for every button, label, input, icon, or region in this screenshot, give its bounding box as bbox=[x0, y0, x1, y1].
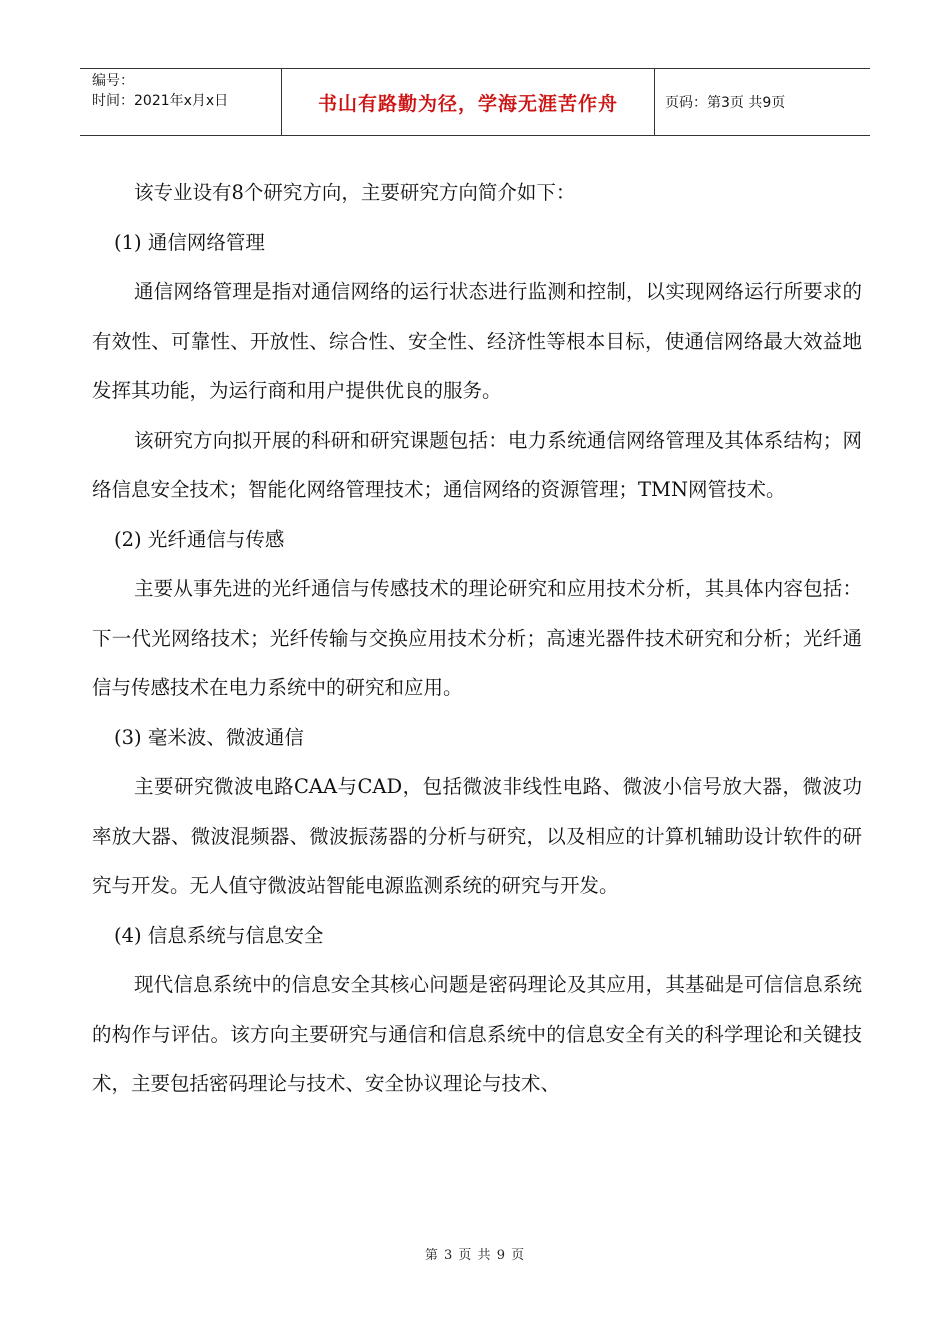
body-paragraph: 现代信息系统中的信息安全其核心问题是密码理论及其应用，其基础是可信信息系统的构作与评估。该方向主要研究与通信和信息系统中的信息安全有关的科学理论和关键技术，主要包括密码理论与技术、安全协议理论与技术、 bbox=[92, 973, 862, 1095]
section-heading-3: (3) 毫米波、微波通信 bbox=[114, 725, 304, 749]
header-page-code: 页码：第3页 共9页 bbox=[665, 95, 786, 111]
document-body bbox=[92, 168, 862, 1109]
document-number-label: 编号： bbox=[92, 73, 134, 89]
section-heading-4: (4) 信息系统与信息安全 bbox=[114, 923, 324, 947]
header-meta bbox=[80, 69, 282, 135]
body-paragraph: 主要研究微波电路CAA与CAD，包括微波非线性电路、微波小信号放大器，微波功率放大器、微波混频器、微波振荡器的分析与研究，以及相应的计算机辅助设计软件的研究与开发。无人值守微波站智能电源监测系统的研究与开发。 bbox=[92, 775, 862, 897]
body-paragraph: 主要从事先进的光纤通信与传感技术的理论研究和应用技术分析，其具体内容包括：下一代光网络技术；光纤传输与交换应用技术分析；高速光器件技术研究和分析；光纤通信与传感技术在电力系统中的研究和应用。 bbox=[92, 577, 862, 699]
page-header bbox=[80, 68, 870, 136]
header-motto: 书山有路勤为径，学海无涯苦作舟 bbox=[282, 69, 655, 135]
section-heading-1: (1) 通信网络管理 bbox=[114, 230, 265, 254]
body-paragraph: 该研究方向拟开展的科研和研究课题包括：电力系统通信网络管理及其体系结构；网络信息安全技术；智能化网络管理技术；通信网络的资源管理；TMN网管技术。 bbox=[92, 428, 862, 501]
section-heading-2: (2) 光纤通信与传感 bbox=[114, 527, 285, 551]
page-footer: 第 3 页 共 9 页 bbox=[424, 1248, 526, 1263]
body-paragraph: 通信网络管理是指对通信网络的运行状态进行监测和控制，以实现网络运行所要求的有效性、可靠性、开放性、综合性、安全性、经济性等根本目标，使通信网络最大效益地发挥其功能，为运行商和用户提供优良的服务。 bbox=[92, 280, 862, 402]
intro-paragraph: 该专业设有8个研究方向，主要研究方向简介如下： bbox=[134, 181, 576, 204]
document-date: 时间：2021年x月x日 bbox=[92, 93, 229, 109]
